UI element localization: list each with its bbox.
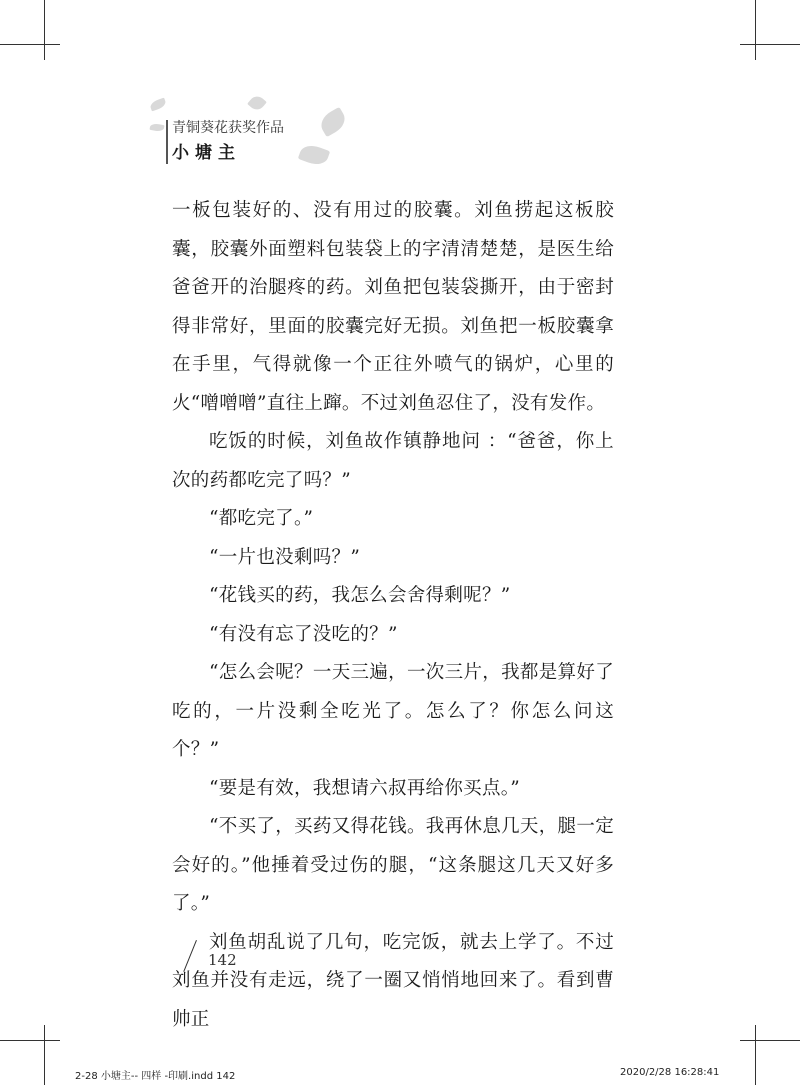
paragraph: “有没有忘了没吃的？” xyxy=(209,623,398,645)
paragraph: 刘鱼胡乱说了几句，吃完饭，就去上学了。不过刘鱼并没有走远，绕了一圈又悄悄地回来了。看到曹帅正 xyxy=(172,931,614,1030)
petal-decoration-icon xyxy=(298,142,330,168)
petal-decoration-icon xyxy=(317,107,350,137)
paragraph: “要是有效，我想请六叔再给你买点。” xyxy=(209,777,521,799)
crop-mark-bottom-left-v xyxy=(44,1025,45,1085)
book-title: 小塘主 xyxy=(172,143,241,163)
crop-mark-bottom-right-h xyxy=(740,1040,800,1041)
running-header xyxy=(172,118,284,166)
paragraph: “花钱买的药，我怎么会舍得剩呢？” xyxy=(209,585,511,606)
paragraph: “一片也没剩吗？” xyxy=(209,546,361,568)
paragraph: 一板包装好的、没有用过的胶囊。刘鱼捞起这板胶囊，胶囊外面塑料包装袋上的字清清楚楚，是医生给爸爸开的治腿疼的药。刘鱼把包装袋撕开，由于密封得非常好，里面的胶囊完好无损。刘鱼把一板胶囊拿在手里，气得就像一个正往外喷气的锅炉，心里的火“噌噌噌”直往上蹿。不过刘鱼忍住了，没有发作。 xyxy=(172,200,614,414)
crop-mark-top-right-v xyxy=(755,0,756,60)
crop-mark-top-left-h xyxy=(0,44,60,45)
print-slug-timestamp: 2020/2/28 16:28:41 xyxy=(620,1067,720,1078)
crop-mark-top-left-v xyxy=(44,0,45,60)
paragraph: 吃饭的时候，刘鱼故作镇静地问 ：“爸爸，你上次的药都吃完了吗？” xyxy=(172,431,614,491)
petal-decoration-icon xyxy=(247,93,267,113)
petal-decoration-icon xyxy=(149,123,164,132)
crop-mark-bottom-right-v xyxy=(755,1025,756,1085)
petal-decoration-icon xyxy=(149,98,167,112)
paragraph: “不买了，买药又得花钱。我再休息几天，腿一定会好的。”他捶着受过伤的腿，“这条腿这几天又好多了。” xyxy=(172,816,614,914)
crop-mark-bottom-left-h xyxy=(0,1040,60,1041)
body-text xyxy=(172,192,614,1039)
header-rule xyxy=(166,120,168,164)
series-title: 青铜葵花获奖作品 xyxy=(172,120,284,136)
paragraph: “都吃完了。” xyxy=(209,508,314,529)
print-slug-file: 2-28 小塘主-- 四样 -印刷.indd 142 xyxy=(75,1071,236,1082)
page-number: 142 xyxy=(208,951,237,969)
crop-mark-top-right-h xyxy=(740,44,800,45)
paragraph: “怎么会呢？一天三遍，一次三片，我都是算好了吃的，一片没剩全吃光了。怎么了？你怎么问这个？” xyxy=(172,662,614,760)
